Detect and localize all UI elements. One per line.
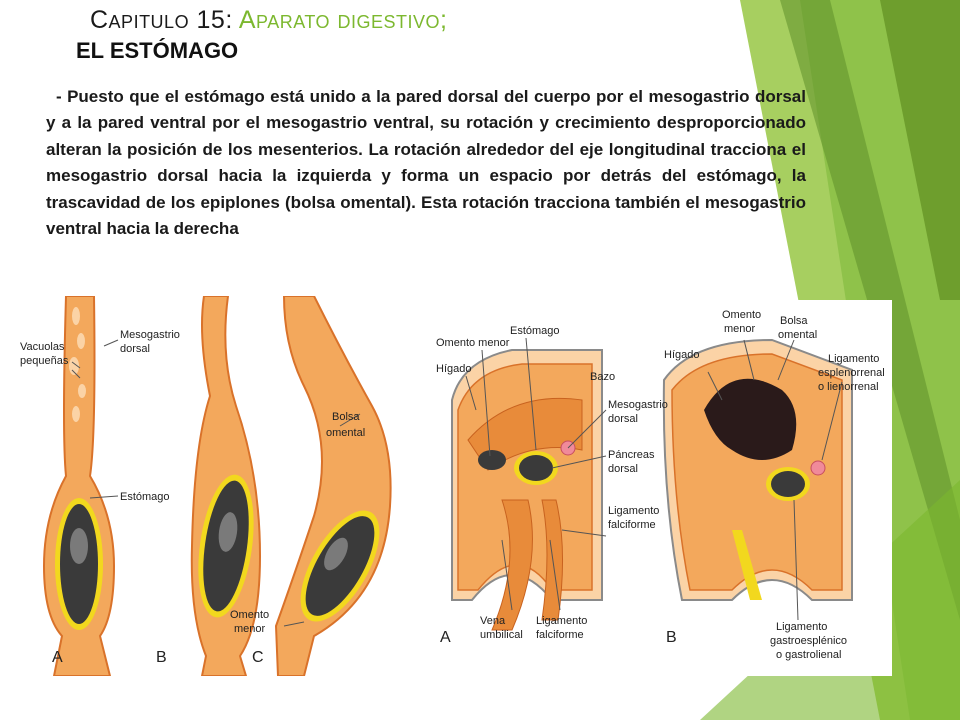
label-omento: Omento [230, 609, 270, 621]
label-estomago: Estómago [120, 491, 170, 503]
label-omento-b: Omento [722, 309, 762, 321]
panel-letter-c: C [252, 649, 264, 666]
figure-right-panel [432, 300, 892, 676]
label-gastroesplenico: gastroesplénico [770, 635, 848, 647]
right-panel-letter-a: A [440, 629, 451, 646]
chapter-title [90, 6, 447, 35]
label-falciforme-a: falciforme [608, 519, 656, 531]
label-vena: Vena [480, 615, 506, 627]
label-omento-menor: Omento menor [436, 337, 510, 349]
chapter-title-prefix: Capitulo 15: [90, 6, 239, 34]
label-ligamento-a-bottom: Ligamento [536, 615, 588, 627]
label-menor-b: menor [724, 323, 756, 335]
label-ligamento-b: Ligamento [828, 353, 880, 365]
label-bolsa-b: Bolsa [780, 315, 808, 327]
section-b-body [664, 340, 852, 600]
body-paragraph-text: - Puesto que el estómago está unido a la pared dorsal del cuerpo por el mesogastrio dorsal y a la pared ventral por el mesogastrio ventral, su rotación y crecimiento desproporcionado alteran la posición de los mesenterios. La rotación alrededor del eje longitudinal tracciona el mesogastrio dorsal hacia la izquierda y forma un espacio por detrás del estómago, la trascavidad de los epiplones (bolsa omental). Esta rotación tracciona también el mesogastrio ventral hacia la derecha [46, 87, 806, 239]
label-umbilical: umbilical [480, 629, 523, 641]
chapter-title-accent: Aparato digestivo; [238, 6, 448, 34]
label-higado-b: Hígado [664, 349, 700, 361]
stage-c-tube [276, 296, 395, 676]
label-falciforme-a-bottom: falciforme [536, 629, 584, 641]
label-ligamento-a: Ligamento [608, 505, 660, 517]
section-a-body [452, 350, 602, 630]
label-dorsal-a: dorsal [608, 413, 638, 425]
label-higado-a: Hígado [436, 363, 472, 375]
label-pancreas-dorsal: dorsal [608, 463, 638, 475]
panel-letter-a: A [52, 649, 63, 666]
label-mesogastrio-a: Mesogastrio [608, 399, 668, 411]
right-panel-letter-b: B [666, 629, 677, 646]
section-title: EL ESTÓMAGO [76, 38, 239, 63]
stage-a-tube [44, 296, 114, 676]
figure-right-illustration [432, 300, 892, 676]
label-lienorrenal: o lienorrenal [818, 381, 879, 393]
label-esplenorrenal: esplenorrenal [818, 367, 885, 379]
panel-letter-b: B [156, 649, 167, 666]
label-vacuolas: Vacuolas [20, 341, 65, 353]
label-gastrolienal: o gastrolienal [776, 649, 842, 661]
label-bolsa: Bolsa [332, 411, 360, 423]
label-estomago-a: Estómago [510, 325, 560, 337]
label-menor: menor [234, 623, 266, 635]
label-dorsal: dorsal [120, 343, 150, 355]
figure-left-illustration [14, 296, 426, 676]
label-pequenas: pequeñas [20, 355, 69, 367]
label-bazo: Bazo [590, 371, 616, 383]
label-ligamento-b-bottom: Ligamento [776, 621, 828, 633]
body-paragraph [46, 84, 806, 242]
label-pancreas: Páncreas [608, 449, 655, 461]
label-mesogastrio: Mesogastrio [120, 329, 180, 341]
figure-left-panel [14, 296, 426, 676]
label-omental: omental [326, 427, 366, 439]
label-omental-b: omental [778, 329, 818, 341]
